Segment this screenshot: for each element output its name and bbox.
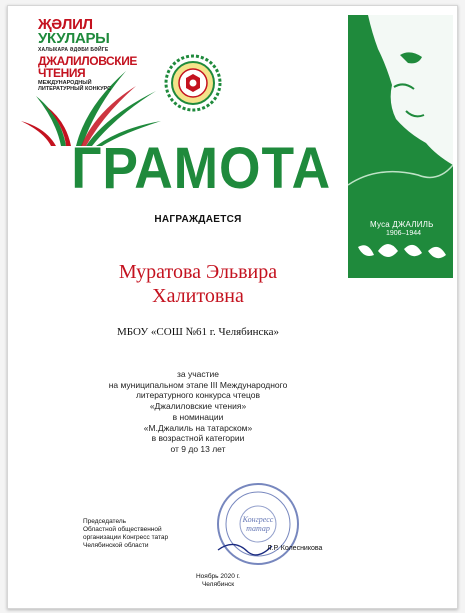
certificate-heading: ГРАМОТА xyxy=(71,136,332,201)
title-tatar-line1: ҖӘЛИЛ xyxy=(38,16,93,33)
issue-date-text: Ноябрь 2020 г. xyxy=(195,573,240,580)
body-line: в номинации xyxy=(172,411,224,422)
subtitle-tatar: ХАЛЫКАРА ӘДӘБИ БӘЙГЕ xyxy=(38,47,109,53)
title-ru-line1: ДЖАЛИЛОВСКИЕ xyxy=(38,54,138,68)
official-stamp-icon xyxy=(214,480,302,568)
poet-portrait-panel xyxy=(348,15,453,278)
body-line: на муниципальном этапе III Международного xyxy=(108,379,288,390)
signer-name: Л.Р. Колесникова xyxy=(267,545,323,552)
issue-date xyxy=(158,573,278,589)
body-line: в возрастной категории xyxy=(151,433,245,444)
poet-name: Муса ДЖАЛИЛЬ xyxy=(370,220,434,229)
subtitle-ru-line2: ЛИТЕРАТУРНЫЙ КОНКУРС xyxy=(38,86,112,92)
issue-city: Челябинск xyxy=(201,581,235,588)
body-line: за участие xyxy=(176,369,219,379)
title-ru-line2: ЧТЕНИЯ xyxy=(38,66,86,80)
body-line: от 9 до 13 лет xyxy=(170,443,226,454)
award-description xyxy=(78,369,318,455)
congress-emblem-icon xyxy=(164,54,222,112)
recipient-line2: Халитовна xyxy=(152,285,244,307)
signer-role-line: Председатель xyxy=(83,518,127,525)
body-line: «М.Джалиль на татарском» xyxy=(143,422,253,433)
signer-role-line: организации Конгресс татар xyxy=(83,534,169,541)
recipient-name xyxy=(68,260,328,308)
awarded-label: НАГРАЖДАЕТСЯ xyxy=(154,214,242,225)
signer-role-line: Челябинской области xyxy=(83,542,149,549)
body-line: литературного конкурса чтецов xyxy=(135,390,261,401)
subtitle-ru xyxy=(38,80,111,92)
svg-text:татар: татар xyxy=(246,524,270,533)
subtitle-ru-line1: МЕЖДУНАРОДНЫЙ xyxy=(38,80,92,86)
signer-role-line: Областной общественной xyxy=(83,526,162,533)
recipient-line1: Муратова Эльвира xyxy=(118,261,278,283)
signer-role xyxy=(83,518,168,550)
certificate-page xyxy=(7,5,458,609)
body-line: «Джалиловские чтения» xyxy=(149,401,247,412)
poet-silhouette-icon xyxy=(348,15,453,278)
school-name: МБОУ «СОШ №61 г. Челябинска» xyxy=(117,326,279,338)
svg-text:Конгресс: Конгресс xyxy=(242,515,274,524)
poet-years: 1906–1944 xyxy=(386,230,422,237)
title-tatar-line2: УКУЛАРЫ xyxy=(38,30,110,47)
